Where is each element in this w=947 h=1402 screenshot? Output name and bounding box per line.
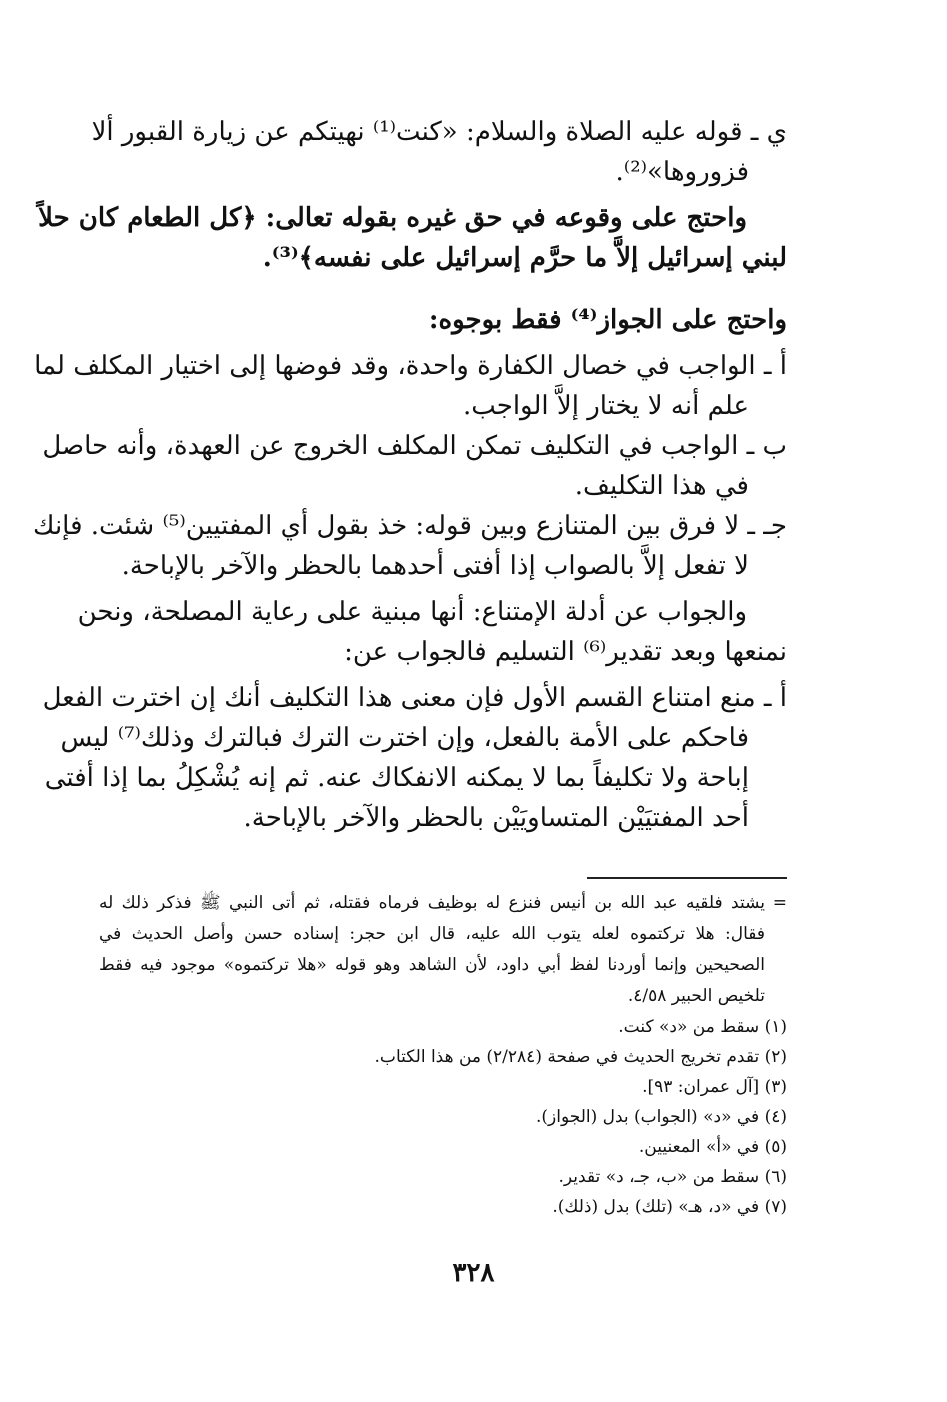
footnote-line: تلخيص الحبير ٤/٥٨. xyxy=(627,986,765,1006)
footnote-continuation xyxy=(99,888,787,1012)
text-line: جـ ـ لا فرق بين المتنازع وبين قوله: خذ بقول أي المفتيين⁽⁵⁾ شئت. فإنك xyxy=(33,511,787,541)
text-line: علم أنه لا يختار إلاَّ الواجب. xyxy=(462,391,749,421)
text-line: أ ـ الواجب في خصال الكفارة واحدة، وقد فوضها إلى اختيار المكلف لما xyxy=(34,351,787,381)
main-text xyxy=(33,112,787,838)
paragraph-quran-citation xyxy=(38,198,787,278)
footnote-4: (٤) في «د» (الجواب) بدل (الجواز). xyxy=(535,1107,787,1127)
text-line: نمنعها وبعد تقدير⁽⁶⁾ التسليم فالجواب عن: xyxy=(344,637,787,667)
list-item-ba xyxy=(42,426,787,506)
text-line: أحد المفتيَيْن المتساويَيْن بالحظر والآخر بالإباحة. xyxy=(243,803,749,833)
page-number: ٣٢٨ xyxy=(452,1258,495,1288)
footnote-line: الصحيحين وإنما أوردنا لفظ أبي داود، لأن الشاهد وهو قوله «هلا تركتموه» موجود فيه فقط xyxy=(99,955,765,975)
text-line: في هذا التكليف. xyxy=(574,471,749,501)
section-heading: واحتج على الجواز⁽⁴⁾ فقط بوجوه: xyxy=(428,305,787,335)
text-line: أ ـ منع امتناع القسم الأول فإن معنى هذا التكليف أنك إن اخترت الفعل xyxy=(42,683,787,713)
text-line: فزوروها»⁽²⁾. xyxy=(615,157,749,187)
text-line: لا تفعل إلاَّ بالصواب إذا أفتى أحدهما بالحظر والآخر بالإباحة. xyxy=(121,551,749,581)
list-item-alif-answer xyxy=(42,678,787,838)
footnote-line: فقال: هلا تركتموه لعله يتوب الله عليه، قال ابن حجر: إسناده حسن وأصل الحديث في xyxy=(99,924,765,944)
text-line: إباحة ولا تكليفاً بما لا يمكنه الانفكاك عنه. ثم إنه يُشْكِلُ بما إذا أفتى xyxy=(44,763,749,793)
footnote-3: (٣) [آل عمران: ٩٣]. xyxy=(642,1077,787,1097)
text-line: لبني إسرائيل إلاَّ ما حرَّم إسرائيل على نفسه﴾⁽³⁾. xyxy=(262,243,787,273)
text-line: ب ـ الواجب في التكليف تمكن المكلف الخروج عن العهدة، وأنه حاصل xyxy=(42,431,787,461)
text-line: والجواب عن أدلة الإمتناع: أنها مبنية على رعاية المصلحة، ونحن xyxy=(77,597,747,627)
footnote-7: (٧) في «د، هـ» (تلك) بدل (ذلك). xyxy=(552,1197,787,1217)
paragraph-ya xyxy=(91,112,787,192)
text-line: واحتج على وقوعه في حق غيره بقوله تعالى: ﴿كل الطعام كان حلاً xyxy=(38,203,747,233)
footnote-line: يشتد فلقيه عبد الله بن أنيس فنزع له بوظيف فرماه فقتله، ثم أتى النبي ﷺ فذكر ذلك له xyxy=(99,893,765,913)
footnotes-section xyxy=(99,888,787,1222)
footnote-divider xyxy=(587,877,787,879)
continuation-marker: = xyxy=(772,893,787,913)
list-item-alif xyxy=(34,346,787,426)
footnote-6: (٦) سقط من «ب، جـ، د» تقدير. xyxy=(558,1167,787,1187)
footnote-5: (٥) في «أ» المعنيين. xyxy=(638,1137,787,1157)
footnote-2: (٢) تقدم تخريج الحديث في صفحة (٢/٢٨٤) من هذا الكتاب. xyxy=(374,1047,787,1067)
footnote-1: (١) سقط من «د» كنت. xyxy=(618,1017,787,1037)
paragraph-answer xyxy=(77,592,787,672)
list-item-jim xyxy=(33,506,787,586)
text-line: فاحكم على الأمة بالفعل، وإن اخترت الترك فبالترك وذلك⁽⁷⁾ ليس xyxy=(60,723,749,753)
text-line: ي ـ قوله عليه الصلاة والسلام: «كنت⁽¹⁾ نهيتكم عن زيارة القبور ألا xyxy=(91,117,787,147)
